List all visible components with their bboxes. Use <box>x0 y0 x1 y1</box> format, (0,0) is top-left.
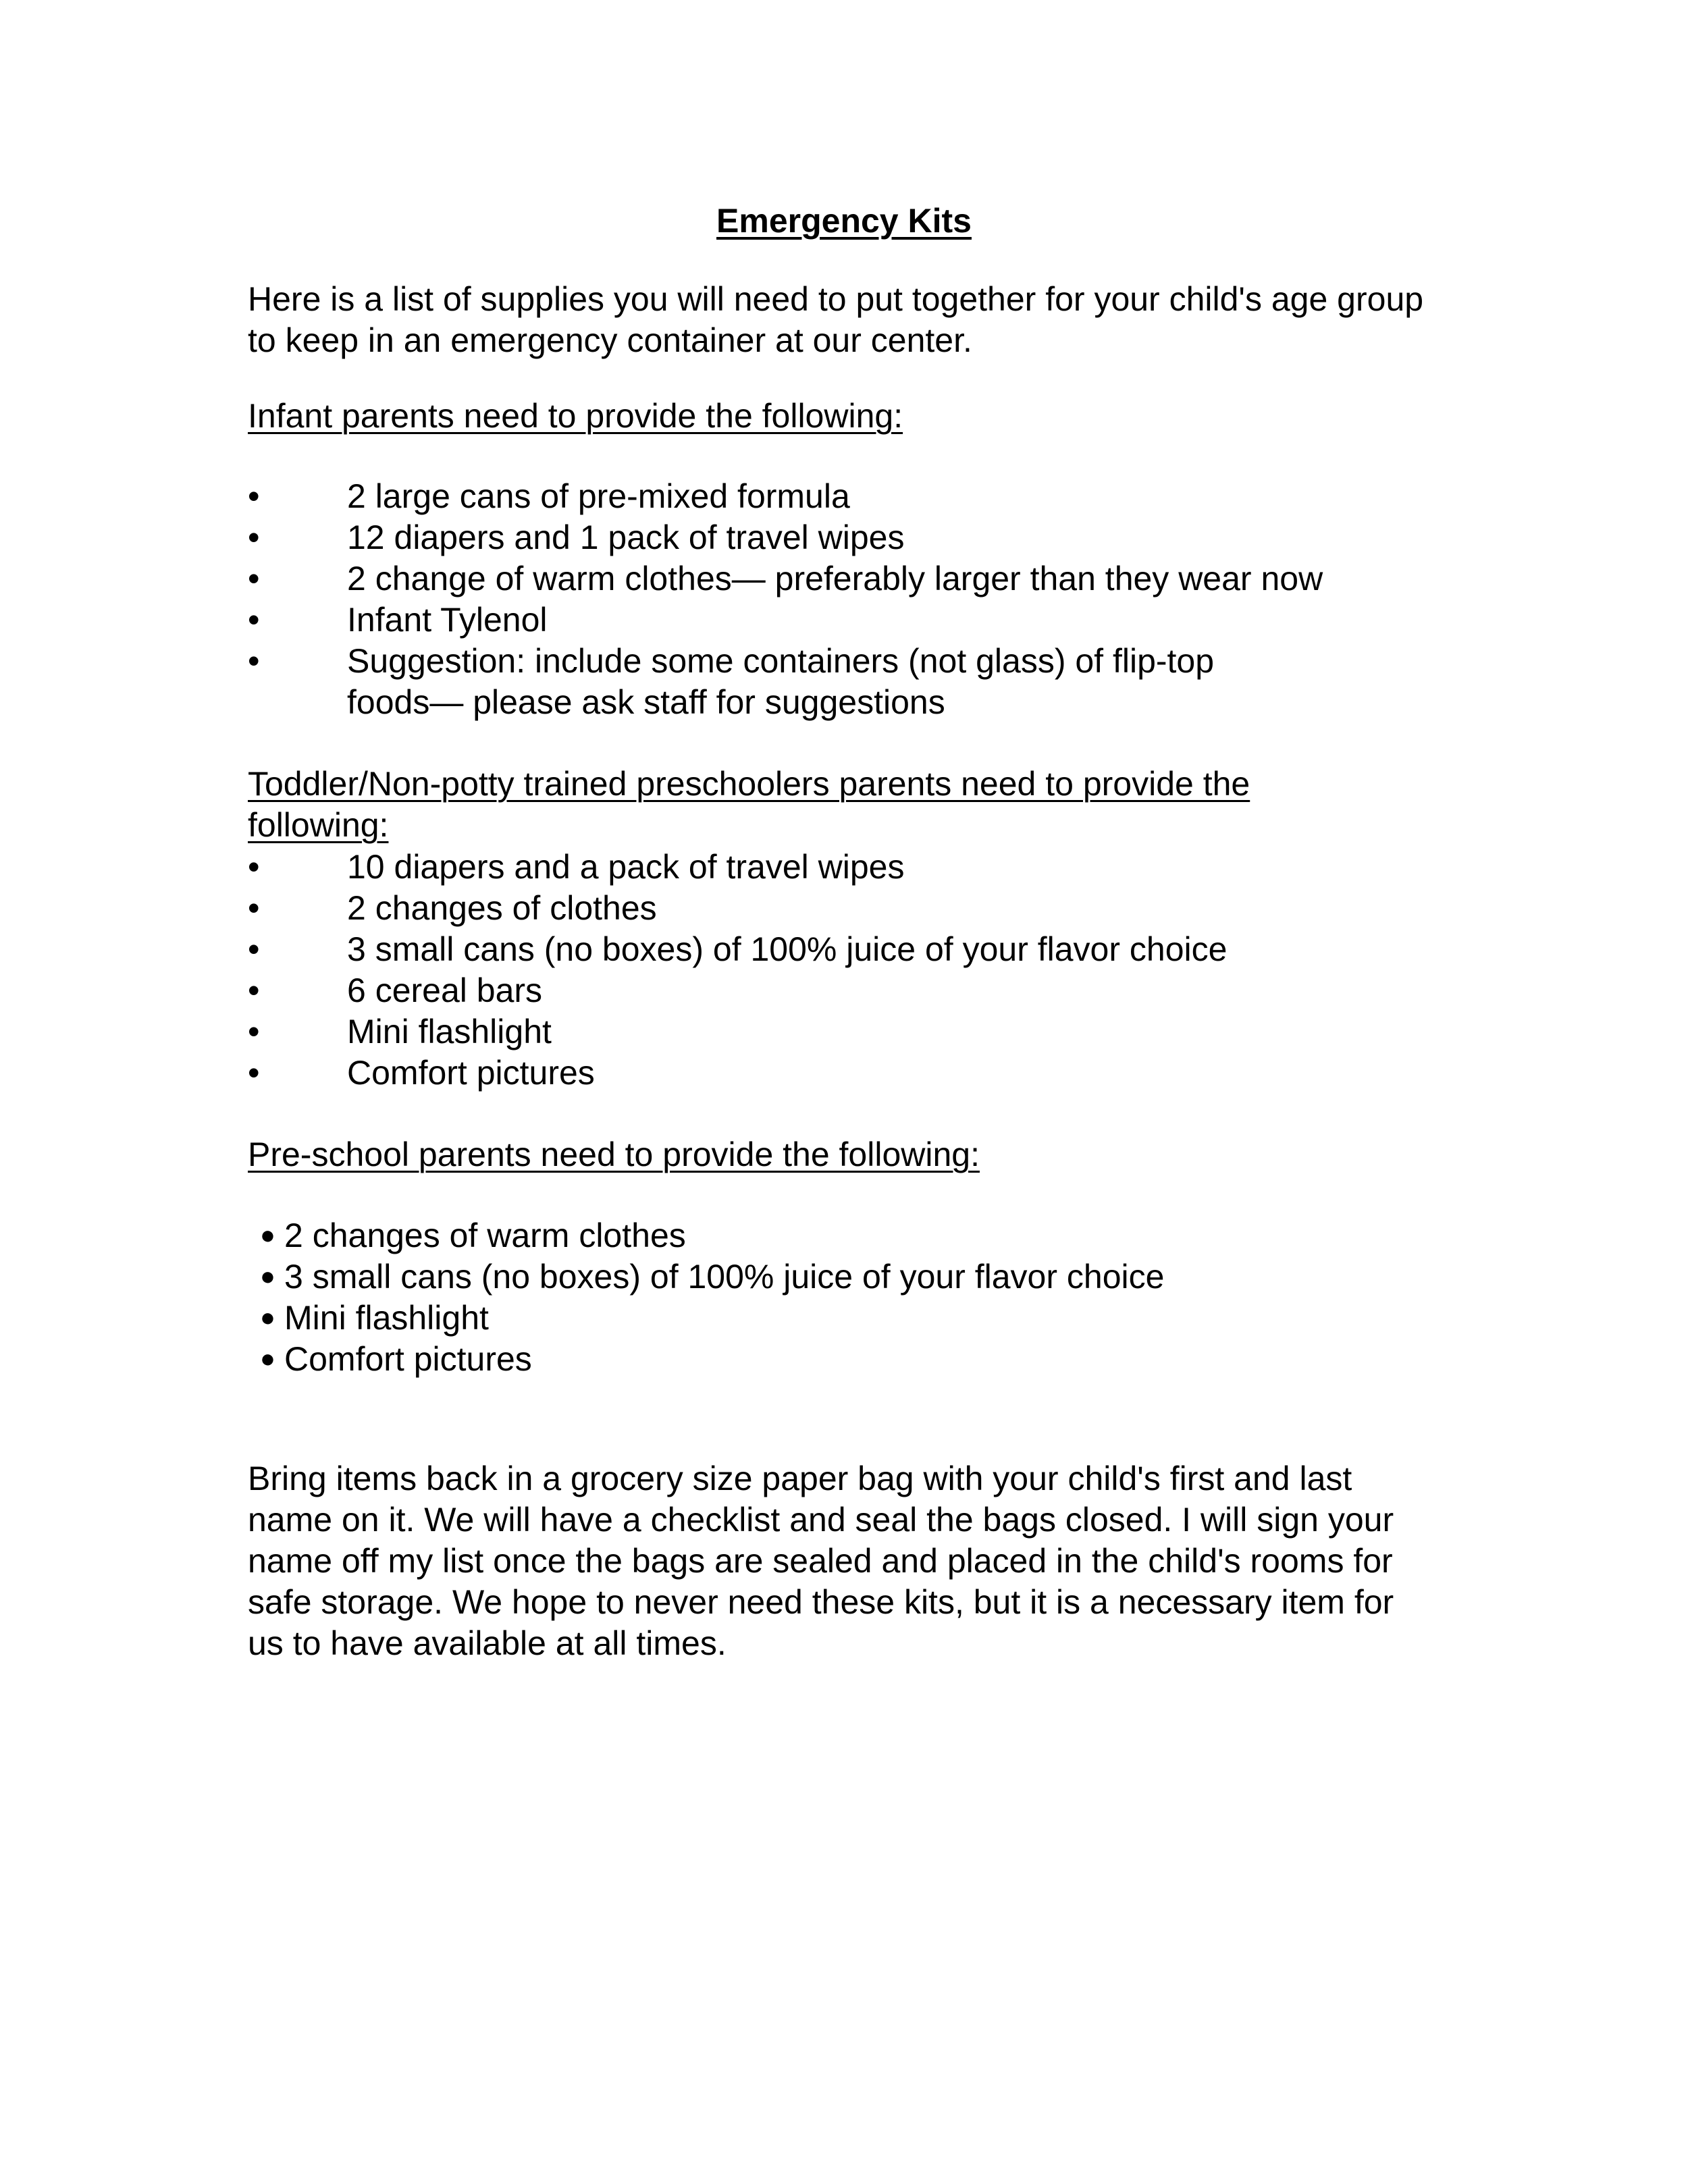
bullet-icon: • <box>248 848 260 886</box>
list-item: ● Mini flashlight <box>260 1298 1448 1339</box>
bullet-icon: • <box>248 560 260 597</box>
bullet-icon: • <box>248 1054 260 1092</box>
list-item: • Infant Tylenol <box>248 600 1450 641</box>
infant-heading-text: Infant parents need to provide the following: <box>248 397 903 435</box>
list-item: • 6 cereal bars <box>248 970 1450 1011</box>
page-title: Emergency Kits <box>716 202 972 240</box>
list-item: • Comfort pictures <box>248 1053 1450 1094</box>
list-item: • 10 diapers and a pack of travel wipes <box>248 847 1450 888</box>
bullet-icon: • <box>248 1013 260 1050</box>
list-item: • 3 small cans (no boxes) of 100% juice of your flavor choice <box>248 929 1450 970</box>
list-item: ● 2 changes of warm clothes <box>260 1215 1448 1256</box>
bullet-icon: • <box>248 889 260 927</box>
preschool-heading-text: Pre-school parents need to provide the following: <box>248 1136 980 1173</box>
list-item: • Mini flashlight <box>248 1011 1450 1053</box>
dot-bullet-icon: ● <box>260 1221 275 1250</box>
bullet-icon: • <box>248 518 260 556</box>
list-item: • Suggestion: include some containers (not glass) of flip-top foods— please ask staff for suggestions <box>248 642 1215 721</box>
list-item: ● Comfort pictures <box>260 1339 1448 1380</box>
bullet-icon: • <box>248 930 260 968</box>
dot-bullet-icon: ● <box>260 1304 275 1332</box>
list-item: • 2 change of warm clothes— preferably larger than they wear now <box>248 558 1450 600</box>
intro-paragraph: Here is a list of supplies you will need to put together for your child's age group to keep in an emergency container at our center. <box>248 280 1424 359</box>
preschool-list <box>260 1215 1448 1380</box>
toddler-list <box>248 847 1450 1094</box>
list-item: • 12 diapers and 1 pack of travel wipes <box>248 517 1450 558</box>
list-item: • 2 changes of clothes <box>248 888 1450 929</box>
list-item: ● 3 small cans (no boxes) of 100% juice of your flavor choice <box>260 1256 1448 1298</box>
preschool-heading <box>248 1134 1450 1175</box>
infant-list <box>248 476 1450 723</box>
infant-heading <box>248 396 1450 437</box>
toddler-heading-text: Toddler/Non-potty trained preschoolers parents need to provide the following: <box>248 765 1250 844</box>
closing-paragraph: Bring items back in a grocery size paper bag with your child's first and last name on it. We will have a checklist and seal the bags closed. I will sign your name off my list once the bags are sealed and placed in the child's rooms for safe storage. We hope to never need these kits, but it is a necessary item for us to have available at all times. <box>248 1460 1394 1662</box>
list-item: • 2 large cans of pre-mixed formula <box>248 476 1450 517</box>
bullet-icon: • <box>248 971 260 1009</box>
bullet-icon: • <box>248 642 260 680</box>
bullet-icon: • <box>248 477 260 515</box>
toddler-heading <box>248 764 1342 846</box>
dot-bullet-icon: ● <box>260 1262 275 1291</box>
bullet-icon: • <box>248 601 260 639</box>
dot-bullet-icon: ● <box>260 1345 275 1373</box>
